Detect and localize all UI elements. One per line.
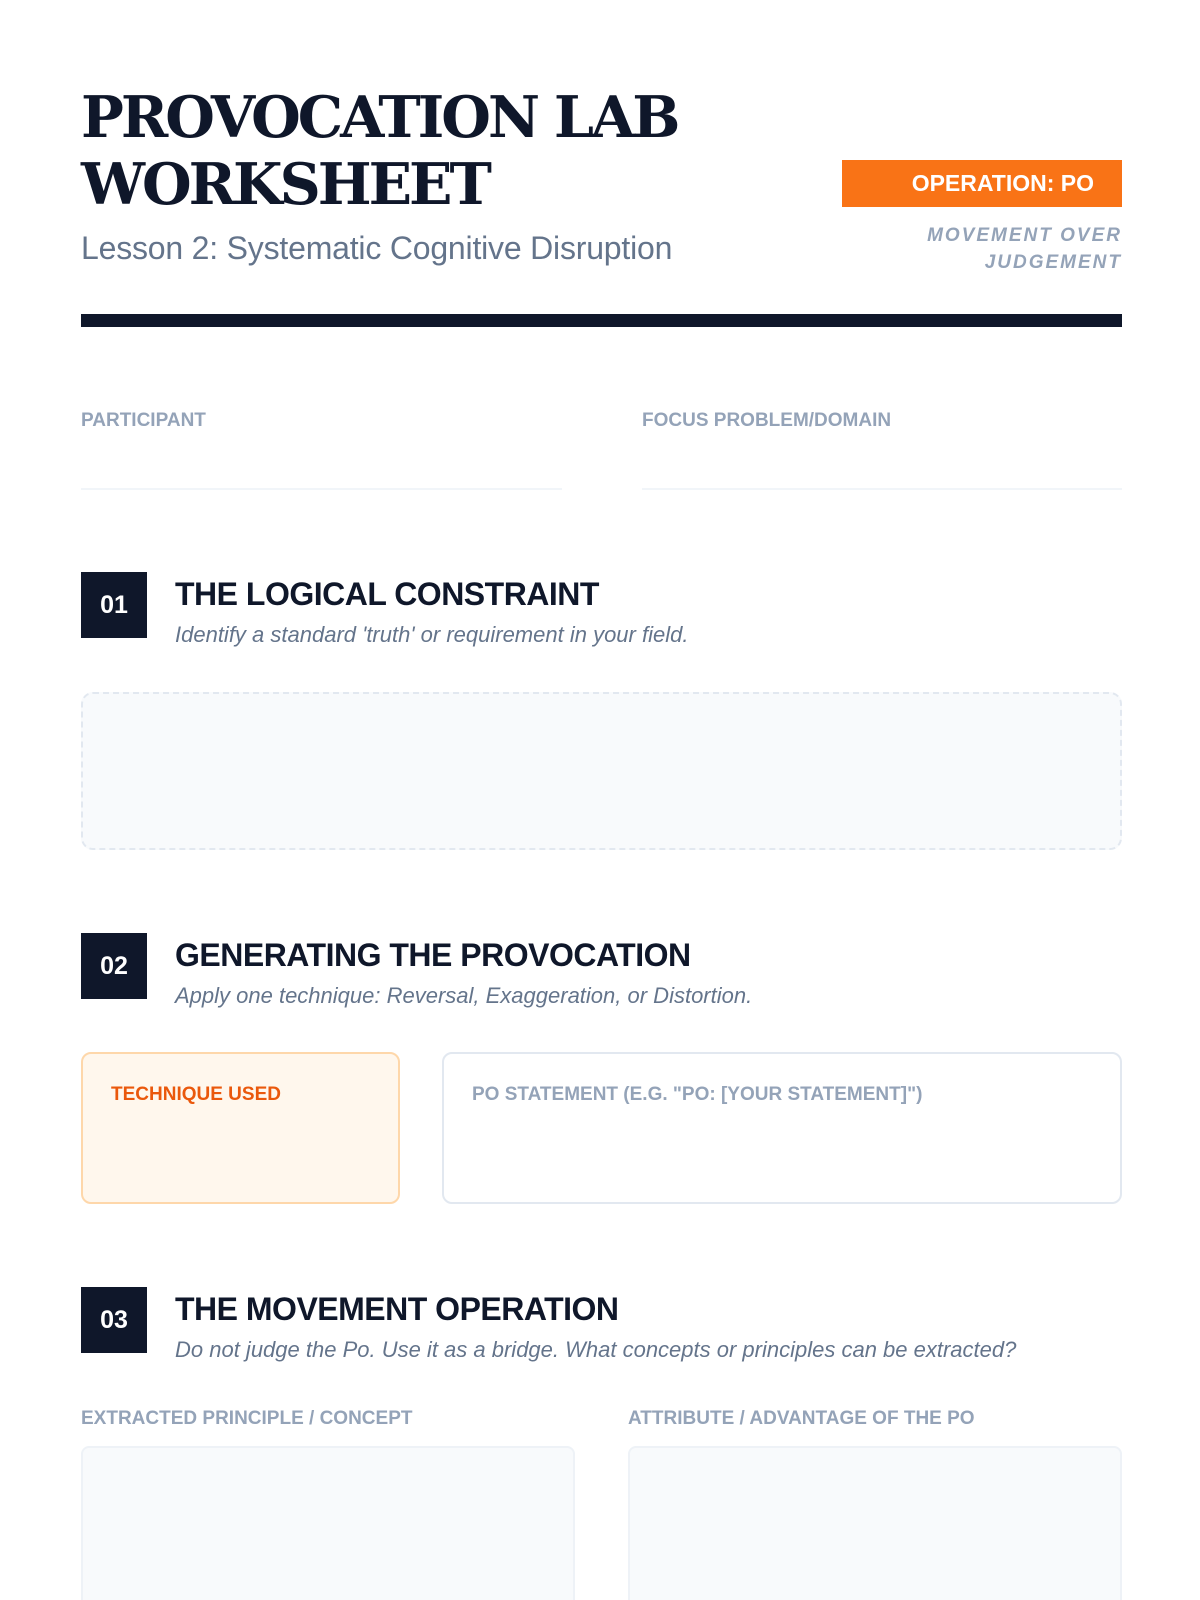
section-title-logical-constraint: THE LOGICAL CONSTRAINT bbox=[175, 576, 599, 612]
section-description-movement-operation: Do not judge the Po. Use it as a bridge. What concepts or principles can be extracted? bbox=[175, 1337, 1017, 1362]
title-line-1: PROVOCATION LAB bbox=[81, 84, 678, 151]
focus-problem-label: FOCUS PROBLEM/DOMAIN bbox=[642, 410, 892, 431]
tagline: MOVEMENT OVER JUDGEMENT bbox=[927, 225, 1122, 273]
technique-used-box[interactable] bbox=[81, 1052, 400, 1204]
section-number-02: 02 bbox=[81, 933, 147, 999]
participant-field[interactable] bbox=[81, 488, 562, 490]
section-number-03: 03 bbox=[81, 1287, 147, 1353]
participant-label: PARTICIPANT bbox=[81, 410, 206, 431]
section-title-generating-provocation: GENERATING THE PROVOCATION bbox=[175, 937, 691, 973]
attribute-advantage-label: ATTRIBUTE / ADVANTAGE OF THE PO bbox=[628, 1408, 975, 1429]
section-number-01: 01 bbox=[81, 572, 147, 638]
po-statement-label: PO STATEMENT (E.G. "PO: [YOUR STATEMENT]") bbox=[472, 1084, 923, 1105]
technique-used-label: TECHNIQUE USED bbox=[111, 1084, 281, 1105]
po-statement-box[interactable] bbox=[442, 1052, 1122, 1204]
section-description-logical-constraint: Identify a standard 'truth' or requirement in your field. bbox=[175, 622, 689, 647]
section-title-movement-operation: THE MOVEMENT OPERATION bbox=[175, 1291, 619, 1327]
operation-badge: OPERATION: PO bbox=[842, 160, 1122, 207]
page-subtitle: Lesson 2: Systematic Cognitive Disruption bbox=[81, 230, 673, 266]
extracted-principle-label: EXTRACTED PRINCIPLE / CONCEPT bbox=[81, 1408, 413, 1429]
logical-constraint-input-area[interactable] bbox=[81, 692, 1122, 850]
extracted-principle-input-area[interactable] bbox=[81, 1446, 575, 1600]
focus-problem-field[interactable] bbox=[642, 488, 1122, 490]
title-line-2: WORKSHEET bbox=[81, 151, 489, 218]
attribute-advantage-input-area[interactable] bbox=[628, 1446, 1122, 1600]
section-description-generating-provocation: Apply one technique: Reversal, Exaggeration, or Distortion. bbox=[175, 983, 753, 1008]
header-divider bbox=[81, 314, 1122, 327]
page-title bbox=[81, 84, 781, 218]
